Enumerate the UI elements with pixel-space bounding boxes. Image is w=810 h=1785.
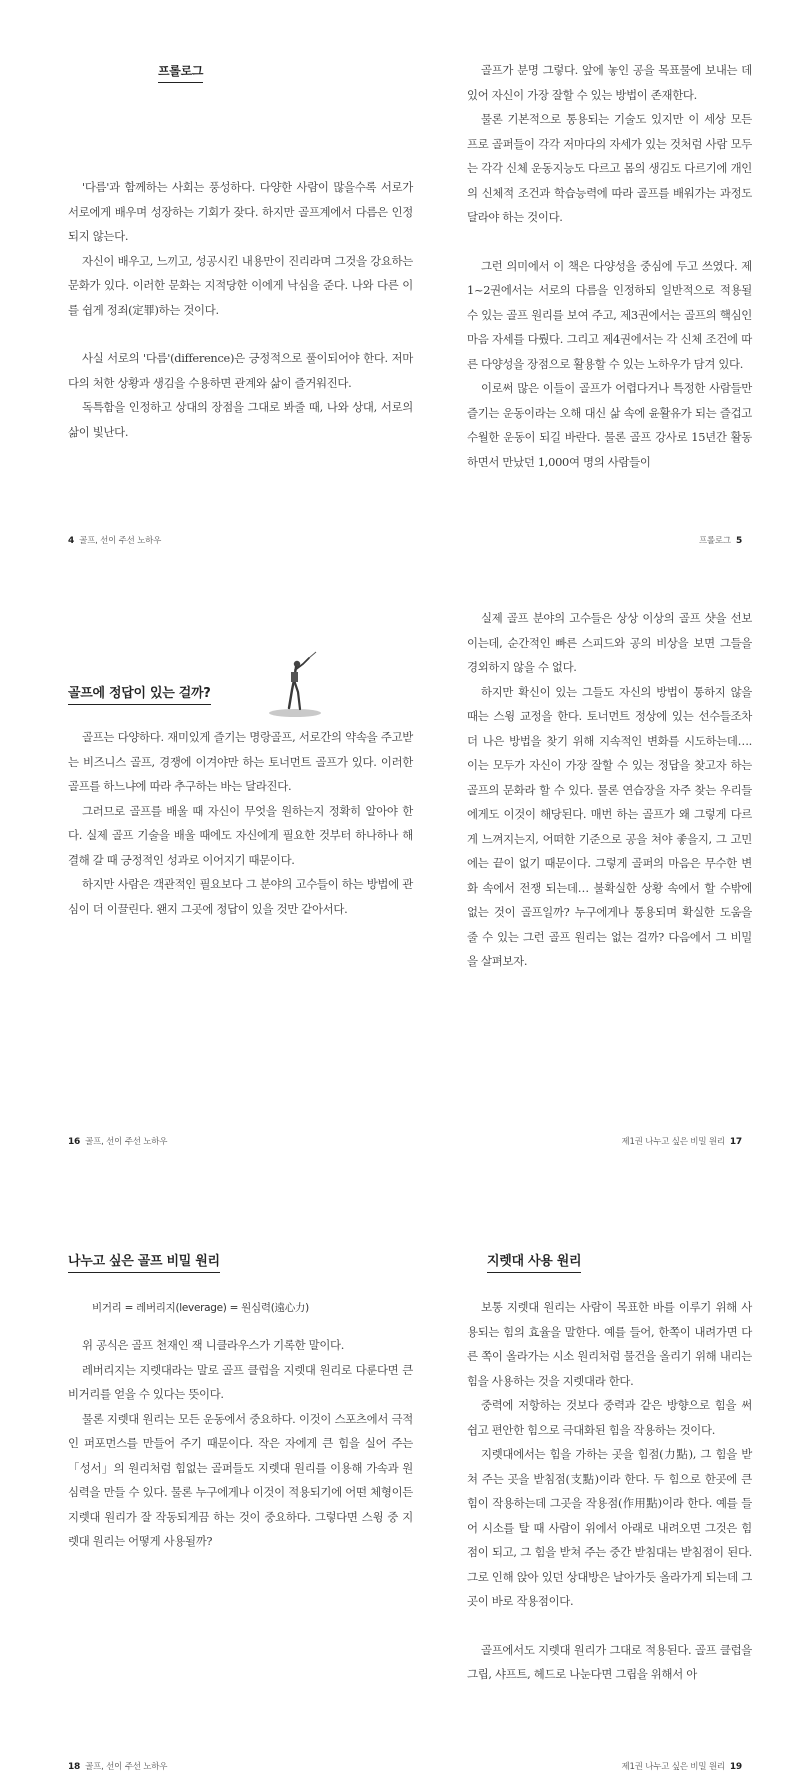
paragraph: 물론 기본적으로 통용되는 기술도 있지만 이 세상 모든 프로 골퍼들이 각각 저마다의 자세가 있는 것처럼 사람 모두는 각각 신체 운동지능도 다르고 몸의 생김도 다르기에 개인의 신체적 조건과 학습능력에 따라 골프를 배워가는 과정도 달라야 하는 것이다. [467,112,752,224]
page-number: 16 [68,1137,81,1147]
paragraph: 자신이 배우고, 느끼고, 성공시킨 내용만이 진리라며 그것을 강요하는 문화가 있다. 이러한 문화는 지적당한 이에게 낙심을 준다. 나와 다른 이를 쉽게 정죄(定罪)하는 것이다. [68,253,413,317]
page-number: 17 [729,1137,742,1147]
paragraph: 물론 지렛대 원리는 모든 운동에서 중요하다. 이것이 스포츠에서 극적인 퍼포먼스를 만들어 주기 때문이다. 작은 자에게 큰 힘을 실어 주는 「성서」의 원리처럼 힘없는 골퍼들도 지렛대 원리를 이용해 가속과 원심력을 만들 수 있다. 물론 누구에게나 이것이 적용되기에 어떤 체형이든 지렛대 원리가 잘 작동되게끔 하는 것이 중요하다. 그렇다면 스윙 중 지렛대 원리는 어떻게 사용될까? [68,1411,413,1548]
section-title: 골프에 정답이 있는 걸까? [68,682,211,705]
running-title: 제1권 나누고 싶은 비밀 원리 [621,1762,725,1772]
paragraph: 하지만 사람은 객관적인 필요보다 그 분야의 고수들이 하는 방법에 관심이 더 이끌린다. 왠지 그곳에 정답이 있을 것만 같아서다. [68,877,413,916]
paragraph: 실제 골프 분야의 고수들은 상상 이상의 골프 샷을 선보이는데, 순간적인 빠른 스피드와 공의 비상을 보면 그들을 경외하지 않을 수 없다. [467,611,752,674]
paragraph: 골프에서도 지렛대 원리가 그대로 적용된다. 골프 클럽을 그립, 샤프트, 헤드로 나눈다면 그립을 위해서 아 [467,1642,752,1681]
folio-left [68,534,161,546]
paragraph: 독특함을 인정하고 상대의 장점을 그대로 봐줄 때, 나와 상대, 서로의 삶이 빛난다. [68,400,413,439]
folio-right [699,534,742,546]
page-number: 19 [729,1762,742,1772]
paragraph: 지렛대에서는 힘을 가하는 곳을 힘점(力點), 그 힘을 받쳐 주는 곳을 받침점(支點)이라 한다. 두 힘으로 한곳에 큰 힘이 작용하는데 그곳을 작용점(作用點)이라 한다. 예를 들어 시소를 탈 때 사람이 위에서 아래로 내려오면 그것은 힘점이 되고, 그 힘을 받쳐 주는 중간 받침대는 받침점이 된다. 그로 인해 앉아 있던 상대방은 날아가듯 올라가게 되는데 그곳이 바로 작용점이다. [467,1447,752,1608]
spread-principle [0,1220,810,1785]
section-title: 지렛대 사용 원리 [487,1250,581,1273]
paragraph: 중력에 저항하는 것보다 중력과 같은 방향으로 힘을 써 쉽고 편안한 힘으로 극대화된 힘을 작용하는 것이다. [467,1398,752,1437]
running-title: 골프, 선이 주선 노하우 [85,1137,168,1147]
formula: 비거리 = 레버리지(leverage) = 원심력(遠心力) [92,1302,309,1314]
section-title: 나누고 싶은 골프 비밀 원리 [68,1250,220,1273]
page-number: 5 [735,536,742,546]
page-5 [467,58,752,474]
running-title: 프롤로그 [698,536,731,546]
paragraph: 보통 지렛대 원리는 사람이 목표한 바를 이루기 위해 사용되는 힘의 효율을 말한다. 예를 들어, 한쪽이 내려가면 다른 쪽이 올라가는 시소 원리처럼 물건을 올리기 위해 내리는 힘을 사용하는 것을 지렛대라 한다. [467,1300,752,1388]
paragraph: 골프가 분명 그렇다. 앞에 놓인 공을 목표물에 보내는 데 있어 자신이 가장 잘할 수 있는 방법이 존재한다. [467,63,752,102]
page-number: 4 [68,536,75,546]
paragraph: 골프는 다양하다. 재미있게 즐기는 명랑골프, 서로간의 약속을 주고받는 비즈니스 골프, 경쟁에 이겨야만 하는 토너먼트 골프가 있다. 이러한 골프를 하느냐에 따라 추구하는 바는 달라진다. [68,730,413,793]
paragraph: 이로써 많은 이들이 골프가 어렵다거나 특정한 사람들만 즐기는 운동이라는 오해 대신 삶 속에 윤활유가 되는 즐겁고 수월한 운동이 되길 바란다. 물론 골프 강사로 15년간 활동하면서 만났던 1,000여 명의 사람들이 [467,381,752,469]
paragraph: 레버리지는 지렛대라는 말로 골프 클럽을 지렛대 원리로 다룬다면 큰 비거리를 얻을 수 있다는 뜻이다. [68,1362,413,1401]
spread-question [0,610,810,1170]
folio-left [68,1760,167,1772]
page-17 [467,606,752,974]
page-number: 18 [68,1762,81,1772]
paragraph: 위 공식은 골프 천재인 잭 니클라우스가 기록한 말이다. [82,1338,345,1352]
paragraph: 그런 의미에서 이 책은 다양성을 중심에 두고 쓰였다. 제1~2권에서는 서로의 다름을 인정하되 일반적으로 적용될 수 있는 골프 원리를 보여 주고, 제3권에서는 골프의 핵심인 마음 자세를 다뤘다. 그리고 제4권에서는 각 신체 조건에 따른 다양성을 장점으로 활용할 수 있는 노하우가 담겨 있다. [467,258,752,371]
paragraph: 하지만 확신이 있는 그들도 자신의 방법이 통하지 않을 때는 스윙 교정을 한다. 토너먼트 정상에 있는 선수들조차 더 나은 방법을 찾기 위해 지속적인 변화를 시도하는데…. 이는 모두가 자신이 가장 잘할 수 있는 정답을 찾고자 하는 골프의 문화라 할 수 있다. 물론 연습장을 자주 찾는 우리들에게도 이것이 해당된다. 매번 하는 골프가 왜 그렇게 다르게 느껴지는지, 어떠한 기준으로 공을 쳐야 좋을지, 그 고민에는 끝이 없기 때문이다. 그렇게 골퍼의 마음은 무수한 변화 속에서 전쟁 되는데… 불확실한 상황 속에서 할 수밖에 없는 것이 골프일까? 누구에게나 통용되며 확실한 도움을 줄 수 있는 그런 골프 원리는 없는 걸까? 다음에서 그 비밀을 살펴보자. [467,684,752,968]
golfer-illustration [265,650,325,720]
paragraph: 사실 서로의 '다름'(difference)은 긍정적으로 풀이되어야 한다. 저마다의 처한 상황과 생김을 수용하면 관계와 삶이 즐거워진다. [68,351,413,390]
paragraph: 그러므로 골프를 배울 때 자신이 무엇을 원하는지 정확히 알아야 한다. 실제 골프 기술을 배울 때에도 자신에게 필요한 것부터 하나하나 해결해 갈 때 긍정적인 성과로 이어지기 때문이다. [68,803,413,867]
page-title: 프롤로그 [158,62,203,83]
running-title: 골프, 선이 주선 노하우 [85,1762,168,1772]
folio-right [622,1760,742,1772]
running-title: 제1권 나누고 싶은 비밀 원리 [621,1137,725,1147]
spread-prologue [0,0,810,560]
paragraph: '다름'과 함께하는 사회는 풍성하다. 다양한 사람이 많을수록 서로가 서로에게 배우며 성장하는 기회가 잦다. 하지만 골프계에서 다름은 인정되지 않는다. [68,180,413,243]
running-title: 골프, 선이 주선 노하우 [79,536,162,546]
folio-left [68,1135,167,1147]
folio-right [622,1135,742,1147]
